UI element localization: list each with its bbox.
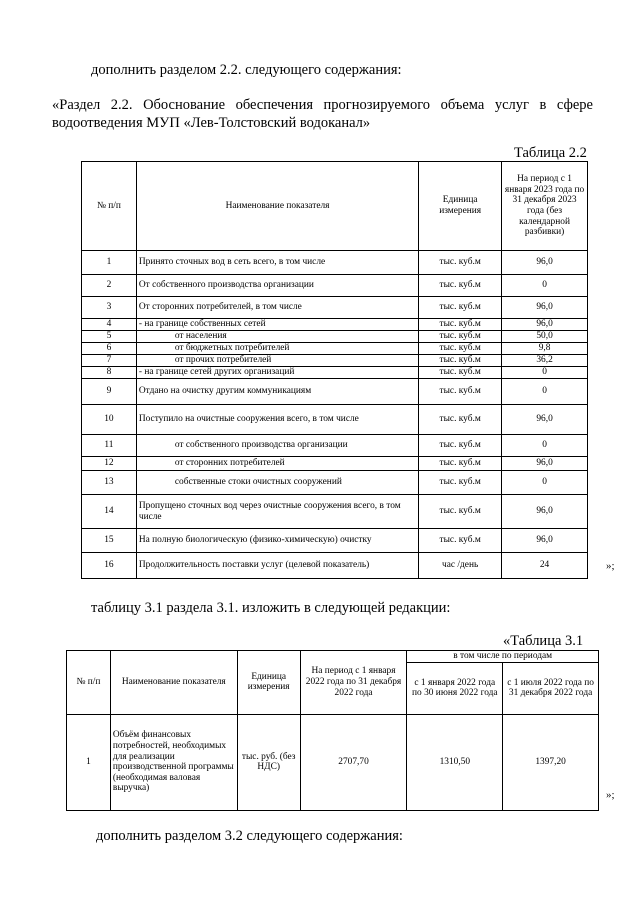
row-num: 12 xyxy=(82,457,137,471)
table-2-2-caption: Таблица 2.2 xyxy=(514,145,587,161)
table-3-1-end-mark: »; xyxy=(606,789,615,801)
row-value: 96,0 xyxy=(502,495,588,529)
table-row xyxy=(82,529,588,553)
section-heading-line-2: водоотведения МУП «Лев-Толстовский водоканал» xyxy=(52,115,371,131)
row-unit: тыс. куб.м xyxy=(419,355,502,367)
row-name: - на границе сетей других организаций xyxy=(136,367,418,379)
table-3-1 xyxy=(66,650,599,811)
table-row xyxy=(82,367,588,379)
row-second-half: 1397,20 xyxy=(503,714,599,810)
row-name: Принято сточных вод в сеть всего, в том числе xyxy=(136,251,418,275)
table-row xyxy=(82,471,588,495)
row-value: 96,0 xyxy=(502,251,588,275)
intro-paragraph-1: дополнить разделом 2.2. следующего содержания: xyxy=(91,62,402,78)
row-name: Продолжительность поставки услуг (целевой показатель) xyxy=(136,553,418,579)
row-num: 16 xyxy=(82,553,137,579)
row-value: 96,0 xyxy=(502,405,588,435)
row-num: 7 xyxy=(82,355,137,367)
row-unit: тыс. куб.м xyxy=(419,529,502,553)
header-sub-2: с 1 июля 2022 года по 31 декабря 2022 года xyxy=(503,662,599,714)
row-name: от населения xyxy=(136,331,418,343)
table-row xyxy=(82,435,588,457)
table-row xyxy=(82,405,588,435)
table-row xyxy=(82,319,588,331)
row-unit: тыс. куб.м xyxy=(419,251,502,275)
row-num: 1 xyxy=(82,251,137,275)
row-num: 5 xyxy=(82,331,137,343)
table-row xyxy=(82,343,588,355)
row-name: От собственного производства организации xyxy=(136,275,418,297)
row-unit: тыс. руб. (без НДС) xyxy=(237,714,300,810)
header-sub-1: с 1 января 2022 года по 30 июня 2022 года xyxy=(407,662,503,714)
row-value: 50,0 xyxy=(502,331,588,343)
row-num: 2 xyxy=(82,275,137,297)
row-unit: тыс. куб.м xyxy=(419,331,502,343)
header-name: Наименование показателя xyxy=(110,651,237,715)
row-name: Пропущено сточных вод через очистные сооружения всего, в том числе xyxy=(136,495,418,529)
table-2-2-end-mark: »; xyxy=(606,560,615,572)
row-unit: тыс. куб.м xyxy=(419,379,502,405)
row-num: 10 xyxy=(82,405,137,435)
header-period: На период с 1 января 2023 года по 31 декабря 2023 года (без календарной разбивки) xyxy=(502,162,588,251)
row-name: от сторонних потребителей xyxy=(136,457,418,471)
row-num: 9 xyxy=(82,379,137,405)
header-num: № п/п xyxy=(67,651,111,715)
table-row xyxy=(82,297,588,319)
table-row xyxy=(82,553,588,579)
row-unit: тыс. куб.м xyxy=(419,343,502,355)
section-heading-line-1: «Раздел 2.2. Обоснование обеспечения прогнозируемого объема услуг в сфере xyxy=(52,97,593,113)
row-unit: тыс. куб.м xyxy=(419,495,502,529)
row-unit: тыс. куб.м xyxy=(419,297,502,319)
intro-paragraph-3: дополнить разделом 3.2 следующего содержания: xyxy=(96,828,403,844)
row-num: 14 xyxy=(82,495,137,529)
row-unit: тыс. куб.м xyxy=(419,405,502,435)
row-value: 0 xyxy=(502,379,588,405)
row-name: Объём финансовых потребностей, необходимых для реализации производственной программы (необходимая валовая выручка) xyxy=(110,714,237,810)
table-row xyxy=(82,275,588,297)
row-name: Отдано на очистку другим коммуникациям xyxy=(136,379,418,405)
row-total: 2707,70 xyxy=(300,714,407,810)
row-first-half: 1310,50 xyxy=(407,714,503,810)
row-unit: тыс. куб.м xyxy=(419,275,502,297)
row-num: 3 xyxy=(82,297,137,319)
row-unit: тыс. куб.м xyxy=(419,471,502,495)
row-unit: час /день xyxy=(419,553,502,579)
row-name: На полную биологическую (физико-химическую) очистку xyxy=(136,529,418,553)
row-name: от прочих потребителей xyxy=(136,355,418,367)
row-value: 0 xyxy=(502,471,588,495)
table-3-1-header-row xyxy=(67,651,599,663)
row-value: 96,0 xyxy=(502,297,588,319)
row-name: от собственного производства организации xyxy=(136,435,418,457)
row-value: 9,8 xyxy=(502,343,588,355)
table-3-1-caption: «Таблица 3.1 xyxy=(503,633,584,649)
row-num: 15 xyxy=(82,529,137,553)
table-row xyxy=(82,331,588,343)
header-unit: Единица измерения xyxy=(237,651,300,715)
row-num: 6 xyxy=(82,343,137,355)
table-row xyxy=(82,457,588,471)
row-value: 0 xyxy=(502,435,588,457)
table-row xyxy=(82,379,588,405)
header-num: № п/п xyxy=(82,162,137,251)
row-value: 96,0 xyxy=(502,457,588,471)
header-unit: Единица измерения xyxy=(419,162,502,251)
row-num: 13 xyxy=(82,471,137,495)
row-value: 0 xyxy=(502,275,588,297)
row-num: 1 xyxy=(67,714,111,810)
row-num: 8 xyxy=(82,367,137,379)
row-value: 36,2 xyxy=(502,355,588,367)
row-unit: тыс. куб.м xyxy=(419,319,502,331)
table-row xyxy=(67,714,599,810)
header-group: в том числе по периодам xyxy=(407,651,599,663)
row-unit: тыс. куб.м xyxy=(419,435,502,457)
header-name: Наименование показателя xyxy=(136,162,418,251)
row-num: 11 xyxy=(82,435,137,457)
row-num: 4 xyxy=(82,319,137,331)
row-name: - на границе собственных сетей xyxy=(136,319,418,331)
table-2-2 xyxy=(81,161,588,579)
row-name: Поступило на очистные сооружения всего, в том числе xyxy=(136,405,418,435)
header-period: На период с 1 января 2022 года по 31 декабря 2022 года xyxy=(300,651,407,715)
row-unit: тыс. куб.м xyxy=(419,367,502,379)
row-name: От сторонних потребителей, в том числе xyxy=(136,297,418,319)
table-row xyxy=(82,251,588,275)
row-value: 96,0 xyxy=(502,529,588,553)
table-row xyxy=(82,355,588,367)
row-name: собственные стоки очистных сооружений xyxy=(136,471,418,495)
row-value: 24 xyxy=(502,553,588,579)
row-value: 96,0 xyxy=(502,319,588,331)
row-name: от бюджетных потребителей xyxy=(136,343,418,355)
row-value: 0 xyxy=(502,367,588,379)
table-2-2-header-row xyxy=(82,162,588,251)
row-unit: тыс. куб.м xyxy=(419,457,502,471)
intro-paragraph-2: таблицу 3.1 раздела 3.1. изложить в следующей редакции: xyxy=(91,600,451,616)
table-row xyxy=(82,495,588,529)
